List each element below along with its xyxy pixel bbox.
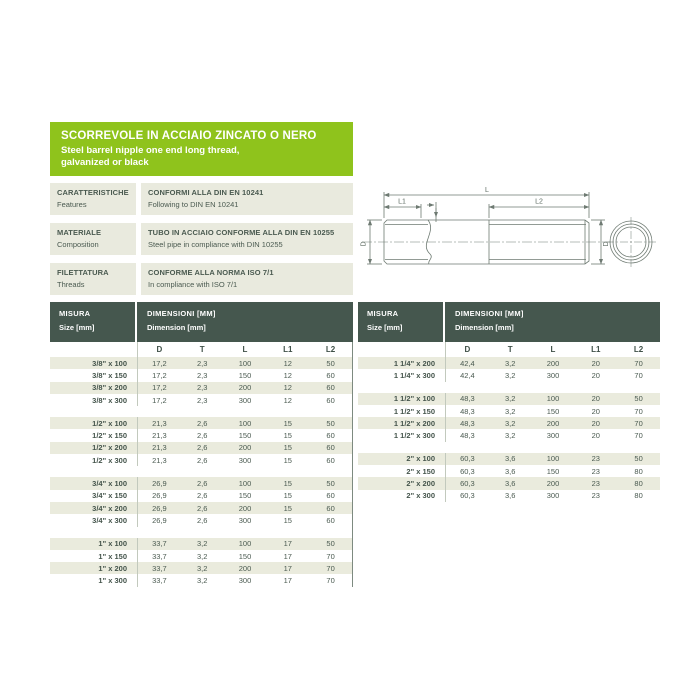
table-row — [358, 369, 660, 381]
value-cell: 42,4 — [460, 358, 475, 368]
size-cell: 3/4" x 200 — [92, 503, 127, 513]
value-cell: 23 — [591, 454, 600, 464]
value-cell: 100 — [546, 394, 560, 404]
value-cell: 15 — [283, 515, 292, 525]
value-cell: 2,6 — [196, 431, 208, 441]
table-body — [50, 357, 352, 587]
size-column-spacer — [358, 342, 445, 357]
table-row — [358, 429, 660, 441]
spec-row-threads — [50, 263, 353, 295]
spec-label — [50, 263, 136, 295]
row-values — [137, 454, 352, 466]
column-headers — [358, 342, 660, 357]
value-cell: 300 — [546, 370, 560, 380]
size-cell: 2" x 300 — [406, 491, 435, 501]
value-cell: 3,6 — [504, 479, 516, 489]
table-row — [358, 417, 660, 429]
dim-label-diameter-left: D — [360, 241, 368, 247]
size-cell: 1 1/2" x 300 — [393, 431, 435, 441]
size-column-spacer — [50, 342, 137, 357]
table-row — [358, 477, 660, 489]
value-cell: 2,6 — [196, 479, 208, 489]
value-cell: 3,2 — [504, 394, 516, 404]
row-values — [137, 502, 352, 514]
column-headers — [50, 342, 352, 357]
value-cell: 300 — [546, 491, 560, 501]
row-values — [137, 477, 352, 489]
spec-value-en: In compliance with ISO 7/1 — [148, 280, 238, 289]
group-gap — [50, 527, 352, 538]
value-cell: 70 — [634, 406, 643, 416]
row-values — [137, 417, 352, 429]
value-cell: 80 — [634, 479, 643, 489]
value-cell: 2,6 — [196, 515, 208, 525]
row-values — [137, 574, 352, 586]
value-cell: 2,6 — [196, 491, 208, 501]
row-values — [137, 369, 352, 381]
value-cell: 2,6 — [196, 503, 208, 513]
table-row — [50, 429, 352, 441]
value-cell: 100 — [238, 479, 252, 489]
size-cell: 1 1/4" x 300 — [393, 370, 435, 380]
dimensioni-label-it: DIMENSIONI [MM] — [147, 309, 216, 318]
value-cell: 300 — [546, 431, 560, 441]
size-cell: 2" x 150 — [406, 466, 435, 476]
value-cell: 70 — [634, 418, 643, 428]
value-cell: 26,9 — [152, 491, 167, 501]
value-cell: 60 — [326, 383, 335, 393]
value-cell: 70 — [634, 358, 643, 368]
value-cell: 200 — [238, 383, 252, 393]
misura-label-it: MISURA — [367, 309, 399, 318]
value-cell: 50 — [634, 394, 643, 404]
value-cell: 12 — [283, 370, 292, 380]
value-cell: 300 — [238, 576, 252, 586]
row-values — [137, 538, 352, 550]
size-cell: 1" x 150 — [98, 551, 127, 561]
dimensioni-header-cell — [445, 302, 660, 342]
value-cell: 15 — [283, 479, 292, 489]
value-cell: 26,9 — [152, 479, 167, 489]
value-cell: 20 — [591, 431, 600, 441]
size-cell: 1 1/2" x 150 — [393, 406, 435, 416]
column-header: D — [156, 345, 163, 354]
column-headers-values — [137, 342, 352, 357]
value-cell: 200 — [238, 503, 252, 513]
size-cell: 3/4" x 100 — [92, 479, 127, 489]
value-cell: 70 — [326, 551, 335, 561]
table-header — [358, 302, 660, 342]
dimensions-table-right — [358, 302, 660, 502]
value-cell: 33,7 — [152, 576, 167, 586]
value-cell: 3,2 — [504, 370, 516, 380]
value-cell: 21,3 — [152, 418, 167, 428]
value-cell: 150 — [238, 370, 252, 380]
size-cell: 1" x 300 — [98, 576, 127, 586]
size-cell: 3/8" x 200 — [92, 383, 127, 393]
row-values — [445, 417, 660, 429]
value-cell: 3,6 — [504, 466, 516, 476]
table-row — [358, 490, 660, 502]
size-cell: 2" x 100 — [406, 454, 435, 464]
value-cell: 150 — [238, 491, 252, 501]
value-cell: 23 — [591, 479, 600, 489]
dimensioni-label-it: DIMENSIONI [MM] — [455, 309, 524, 318]
table-row — [358, 357, 660, 369]
row-values — [445, 490, 660, 502]
value-cell: 3,2 — [196, 576, 208, 586]
value-cell: 3,2 — [196, 551, 208, 561]
value-cell: 17,2 — [152, 358, 167, 368]
subtitle-line-1: Steel barrel nipple one end long thread, — [61, 145, 240, 156]
size-cell: 1/2" x 150 — [92, 431, 127, 441]
value-cell: 3,2 — [504, 418, 516, 428]
value-cell: 100 — [546, 454, 560, 464]
value-cell: 2,3 — [196, 358, 208, 368]
dim-label-diameter-right: D — [603, 241, 610, 247]
value-cell: 17,2 — [152, 370, 167, 380]
value-cell: 48,3 — [460, 418, 475, 428]
value-cell: 15 — [283, 455, 292, 465]
value-cell: 70 — [326, 576, 335, 586]
table-row — [50, 514, 352, 526]
value-cell: 70 — [326, 563, 335, 573]
value-cell: 3,6 — [504, 454, 516, 464]
table-row — [358, 465, 660, 477]
size-cell: 1 1/2" x 200 — [393, 418, 435, 428]
row-values — [137, 490, 352, 502]
value-cell: 17 — [283, 576, 292, 586]
table-row — [50, 477, 352, 489]
value-cell: 50 — [326, 479, 335, 489]
spec-label — [50, 183, 136, 215]
size-cell: 3/8" x 300 — [92, 395, 127, 405]
table-row — [50, 394, 352, 406]
spec-value — [141, 183, 353, 215]
value-cell: 100 — [238, 418, 252, 428]
value-cell: 12 — [283, 358, 292, 368]
value-cell: 20 — [591, 370, 600, 380]
value-cell: 15 — [283, 431, 292, 441]
spec-row-features — [50, 183, 353, 215]
misura-header-cell — [358, 302, 445, 342]
value-cell: 300 — [238, 515, 252, 525]
value-cell: 150 — [238, 431, 252, 441]
value-cell: 23 — [591, 491, 600, 501]
dimensioni-header-cell — [137, 302, 353, 342]
size-cell: 1 1/4" x 200 — [393, 358, 435, 368]
value-cell: 48,3 — [460, 431, 475, 441]
value-cell: 70 — [634, 370, 643, 380]
value-cell: 12 — [283, 395, 292, 405]
table-row — [50, 550, 352, 562]
row-values — [445, 477, 660, 489]
row-values — [445, 405, 660, 417]
value-cell: 15 — [283, 491, 292, 501]
row-values — [445, 357, 660, 369]
size-cell: 1/2" x 100 — [92, 418, 127, 428]
table-body — [358, 357, 660, 502]
table-row — [50, 562, 352, 574]
row-values — [445, 393, 660, 405]
spec-label-en: Composition — [57, 240, 99, 249]
value-cell: 150 — [546, 466, 560, 476]
value-cell: 15 — [283, 418, 292, 428]
value-cell: 50 — [634, 454, 643, 464]
group-gap — [358, 442, 660, 453]
size-cell: 1/2" x 200 — [92, 443, 127, 453]
value-cell: 3,2 — [196, 563, 208, 573]
value-cell: 200 — [238, 563, 252, 573]
column-header: L1 — [283, 345, 293, 354]
dimensioni-label-en: Dimension [mm] — [147, 323, 206, 332]
table-row — [50, 502, 352, 514]
column-header: D — [464, 345, 471, 354]
value-cell: 20 — [591, 418, 600, 428]
column-headers-values — [445, 342, 660, 357]
value-cell: 2,3 — [196, 383, 208, 393]
table-row — [50, 357, 352, 369]
group-gap — [50, 466, 352, 477]
column-header: L1 — [591, 345, 601, 354]
row-values — [137, 382, 352, 394]
value-cell: 23 — [591, 466, 600, 476]
size-cell: 3/4" x 300 — [92, 515, 127, 525]
value-cell: 100 — [238, 539, 252, 549]
table-row — [358, 453, 660, 465]
column-header: L2 — [633, 345, 644, 354]
size-cell: 3/8" x 100 — [92, 358, 127, 368]
misura-label-en: Size [mm] — [59, 323, 95, 332]
size-cell: 1" x 200 — [98, 563, 127, 573]
table-row — [358, 405, 660, 417]
value-cell: 60 — [326, 515, 335, 525]
value-cell: 80 — [634, 466, 643, 476]
value-cell: 17 — [283, 539, 292, 549]
table-row — [50, 369, 352, 381]
value-cell: 2,6 — [196, 455, 208, 465]
value-cell: 20 — [591, 406, 600, 416]
table-inner — [50, 342, 353, 587]
value-cell: 20 — [591, 358, 600, 368]
value-cell: 3,2 — [504, 406, 516, 416]
value-cell: 200 — [238, 443, 252, 453]
value-cell: 60,3 — [460, 479, 475, 489]
spec-value-en: Following to DIN EN 10241 — [148, 200, 239, 209]
dim-label-long-thread: L2 — [535, 198, 543, 206]
value-cell: 100 — [238, 358, 252, 368]
technical-drawing — [358, 178, 660, 295]
value-cell: 60 — [326, 370, 335, 380]
value-cell: 2,6 — [196, 443, 208, 453]
table-row — [50, 417, 352, 429]
value-cell: 200 — [546, 418, 560, 428]
group-gap — [50, 406, 352, 417]
value-cell: 33,7 — [152, 563, 167, 573]
size-cell: 3/8" x 150 — [92, 370, 127, 380]
value-cell: 15 — [283, 443, 292, 453]
group-gap — [358, 382, 660, 393]
spec-value — [141, 263, 353, 295]
value-cell: 15 — [283, 503, 292, 513]
value-cell: 50 — [326, 539, 335, 549]
value-cell: 3,6 — [504, 491, 516, 501]
table-row — [50, 382, 352, 394]
table-inner — [358, 342, 660, 502]
row-values — [137, 514, 352, 526]
value-cell: 150 — [546, 406, 560, 416]
spec-label-it: CARATTERISTICHE — [57, 188, 129, 197]
value-cell: 300 — [238, 455, 252, 465]
value-cell: 60,3 — [460, 491, 475, 501]
dimensions-table-left — [50, 302, 353, 587]
value-cell: 3,2 — [504, 358, 516, 368]
value-cell: 17 — [283, 551, 292, 561]
nipple-diagram — [358, 178, 660, 295]
dim-label-overall-length: L — [485, 187, 489, 194]
value-cell: 60,3 — [460, 466, 475, 476]
value-cell: 33,7 — [152, 539, 167, 549]
value-cell: 17 — [283, 563, 292, 573]
value-cell: 26,9 — [152, 503, 167, 513]
table-row — [50, 538, 352, 550]
spec-value-en: Steel pipe in compliance with DIN 10255 — [148, 240, 283, 249]
table-row — [358, 393, 660, 405]
value-cell: 21,3 — [152, 455, 167, 465]
page-subtitle — [61, 145, 342, 170]
spec-value-it: CONFORME ALLA NORMA ISO 7/1 — [148, 268, 274, 277]
size-cell: 3/4" x 150 — [92, 491, 127, 501]
value-cell: 17,2 — [152, 395, 167, 405]
row-values — [137, 442, 352, 454]
spec-value-it: CONFORMI ALLA DIN EN 10241 — [148, 188, 264, 197]
size-cell: 1/2" x 300 — [92, 455, 127, 465]
size-cell: 2" x 200 — [406, 479, 435, 489]
value-cell: 80 — [634, 491, 643, 501]
value-cell: 200 — [546, 479, 560, 489]
value-cell: 300 — [238, 395, 252, 405]
column-header: T — [507, 345, 513, 354]
spec-label-en: Threads — [57, 280, 85, 289]
row-values — [445, 465, 660, 477]
row-values — [137, 550, 352, 562]
spec-label-it: FILETTATURA — [57, 268, 109, 277]
misura-header-cell — [50, 302, 137, 342]
size-cell: 1" x 100 — [98, 539, 127, 549]
row-values — [137, 562, 352, 574]
value-cell: 60 — [326, 443, 335, 453]
value-cell: 20 — [591, 394, 600, 404]
value-cell: 60 — [326, 431, 335, 441]
value-cell: 50 — [326, 358, 335, 368]
value-cell: 200 — [546, 358, 560, 368]
subtitle-line-2: galvanized or black — [61, 157, 149, 169]
size-cell: 1 1/2" x 100 — [393, 394, 435, 404]
value-cell: 70 — [634, 431, 643, 441]
table-row — [50, 490, 352, 502]
value-cell: 33,7 — [152, 551, 167, 561]
value-cell: 17,2 — [152, 383, 167, 393]
row-values — [137, 429, 352, 441]
value-cell: 2,3 — [196, 370, 208, 380]
row-values — [445, 369, 660, 381]
row-values — [137, 357, 352, 369]
value-cell: 60 — [326, 491, 335, 501]
value-cell: 21,3 — [152, 431, 167, 441]
table-row — [50, 454, 352, 466]
value-cell: 48,3 — [460, 406, 475, 416]
column-header: T — [199, 345, 205, 354]
value-cell: 60,3 — [460, 454, 475, 464]
value-cell: 60 — [326, 395, 335, 405]
value-cell: 26,9 — [152, 515, 167, 525]
value-cell: 2,3 — [196, 395, 208, 405]
spec-value — [141, 223, 353, 255]
spec-label-it: MATERIALE — [57, 228, 102, 237]
misura-label-en: Size [mm] — [367, 323, 403, 332]
value-cell: 50 — [326, 418, 335, 428]
misura-label-it: MISURA — [59, 309, 91, 318]
value-cell: 2,6 — [196, 418, 208, 428]
spec-value-it: TUBO IN ACCIAIO CONFORME ALLA DIN EN 10255 — [148, 228, 335, 237]
value-cell: 3,2 — [196, 539, 208, 549]
spec-list — [50, 183, 353, 303]
column-header: L — [242, 345, 248, 354]
row-values — [137, 394, 352, 406]
title-block — [50, 122, 353, 176]
table-row — [50, 442, 352, 454]
value-cell: 3,2 — [504, 431, 516, 441]
spec-row-material — [50, 223, 353, 255]
spec-label-en: Features — [57, 200, 87, 209]
value-cell: 42,4 — [460, 370, 475, 380]
spec-label — [50, 223, 136, 255]
value-cell: 60 — [326, 503, 335, 513]
value-cell: 150 — [238, 551, 252, 561]
row-values — [445, 429, 660, 441]
value-cell: 48,3 — [460, 394, 475, 404]
column-header: L — [550, 345, 556, 354]
value-cell: 21,3 — [152, 443, 167, 453]
table-row — [50, 574, 352, 586]
row-values — [445, 453, 660, 465]
table-header — [50, 302, 353, 342]
dimensioni-label-en: Dimension [mm] — [455, 323, 514, 332]
value-cell: 60 — [326, 455, 335, 465]
dim-label-short-thread: L1 — [398, 198, 406, 206]
page-title: SCORREVOLE IN ACCIAIO ZINCATO O NERO — [61, 130, 317, 142]
value-cell: 12 — [283, 383, 292, 393]
column-header: L2 — [325, 345, 336, 354]
